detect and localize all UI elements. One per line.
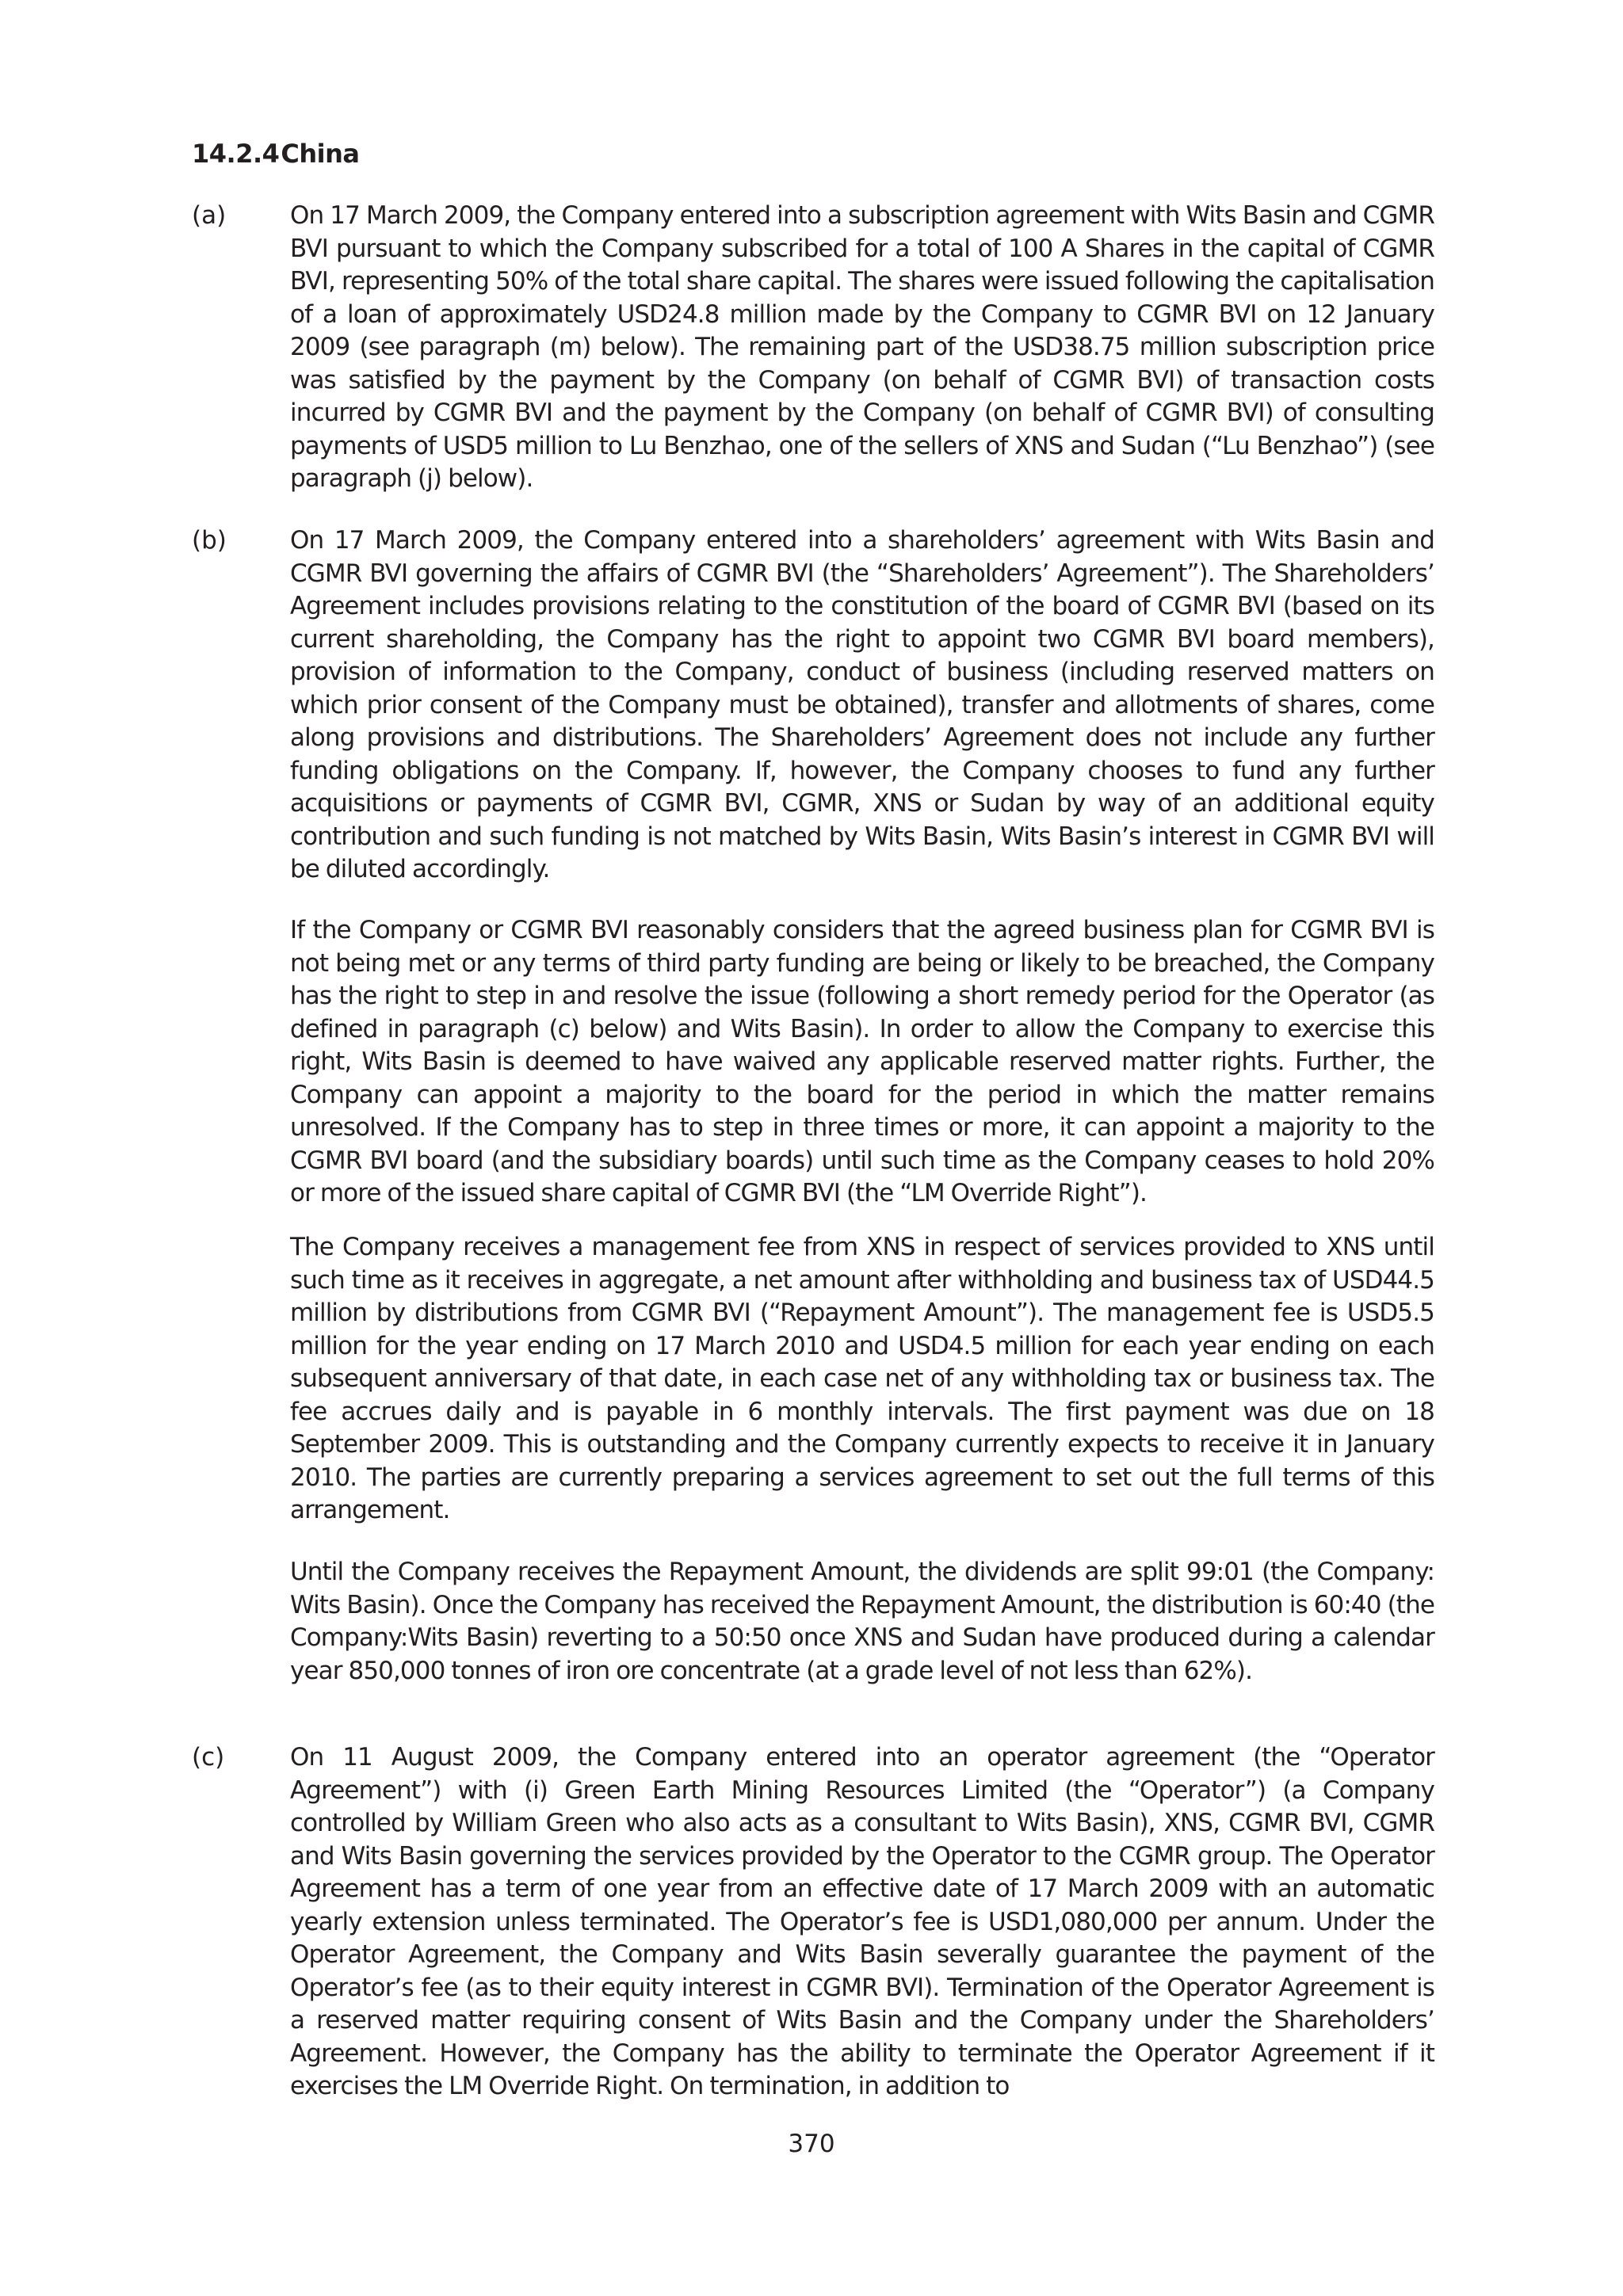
clause-paragraph: On 11 August 2009, the Company entered into an operator agreement (the “Operator Agreement”) with (i) Green Earth Mining Resources Limited (the “Operator”) (a Company controlled by William Green who also acts as a consultant to Wits Basin), XNS, CGMR BVI, CGMR and Wits Basin governing the services provided by the Operator to the CGMR group. The Operator Agreement has a term of one year from an effective date of 17 March 2009 with an automatic yearly extension unless terminated. The Operator’s fee is USD1,080,000 per annum. Under the Operator Agreement, the Company and Wits Basin severally guarantee the payment of the Operator’s fee (as to their equity interest in CGMR BVI). Termination of the Operator Agreement is a reserved matter requiring consent of Wits Basin and the Company under the Shareholders’ Agreement. However, the Company has the ability to terminate the Operator Agreement if it exercises the LM Override Right. On termination, in addition to bbox=[290, 1743, 1434, 2100]
clause-label: (c) bbox=[192, 1743, 225, 1772]
clause-paragraph: On 17 March 2009, the Company entered into a shareholders’ agreement with Wits Basin and CGMR BVI governing the affairs of CGMR BVI (the “Shareholders’ Agreement”). The Shareholders’ Agreement includes provisions relating to the constitution of the board of CGMR BVI (based on its current shareholding, the Company has the right to appoint two CGMR BVI board members), provision of information to the Company, conduct of business (including reserved matters on which prior consent of the Company must be obtained), transfer and allotments of shares, come along provisions and distributions. The Shareholders’ Agreement does not include any further funding obligations on the Company. If, however, the Company chooses to fund any further acquisitions or payments of CGMR BVI, CGMR, XNS or Sudan by way of an additional equity contribution and such funding is not matched by Wits Basin, Wits Basin’s interest in CGMR BVI will be diluted accordingly. bbox=[290, 526, 1434, 883]
clause-b-paragraph-2: If the Company or CGMR BVI reasonably considers that the agreed business plan for CGMR BVI is not being met or any terms of third party funding are being or likely to be breached, the Company has the right to step in and resolve the issue (following a short remedy period for the Operator (as defined in paragraph (c) below) and Wits Basin). In order to allow the Company to exercise this right, Wits Basin is deemed to have waived any applicable reserved matter rights. Further, the Company can appoint a majority to the board for the period in which the matter remains unresolved. If the Company has to step in three times or more, it can appoint a majority to the CGMR BVI board (and the subsidiary boards) until such time as the Company ceases to hold 20% or more of the issued share capital of CGMR BVI (the “LM Override Right”). bbox=[290, 916, 1434, 1207]
clause-b-paragraph-4: Until the Company receives the Repayment Amount, the dividends are split 99:01 (the Company: Wits Basin). Once the Company has received the Repayment Amount, the distribution is 60:40 (the Company:Wits Basin) reverting to a 50:50 once XNS and Sudan have produced during a calendar year 850,000 tonnes of iron ore concentrate (at a grade level of not less than 62%). bbox=[290, 1558, 1434, 1685]
clause-b-paragraph-3: The Company receives a management fee from XNS in respect of services provided to XNS until such time as it receives in aggregate, a net amount after withholding and business tax of USD44.5 million by distributions from CGMR BVI (“Repayment Amount”). The management fee is USD5.5 million for the year ending on 17 March 2010 and USD4.5 million for each year ending on each subsequent anniversary of that date, in each case net of any withholding tax or business tax. The fee accrues daily and is payable in 6 monthly intervals. The first payment was due on 18 September 2009. This is outstanding and the Company currently expects to receive it in January 2010. The parties are currently preparing a services agreement to set out the full terms of this arrangement. bbox=[290, 1233, 1434, 1524]
clause-label: (a) bbox=[192, 201, 227, 230]
clause-paragraph: On 17 March 2009, the Company entered into a subscription agreement with Wits Basin and CGMR BVI pursuant to which the Company subscribed for a total of 100 A Shares in the capital of CGMR BVI, representing 50% of the total share capital. The shares were issued following the capitalisation of a loan of approximately USD24.8 million made by the Company to CGMR BVI on 12 January 2009 (see paragraph (m) below). The remaining part of the USD38.75 million subscription price was satisfied by the payment by the Company (on behalf of CGMR BVI) of transaction costs incurred by CGMR BVI and the payment by the Company (on behalf of CGMR BVI) of consulting payments of USD5 million to Lu Benzhao, one of the sellers of XNS and Sudan (“Lu Benzhao”) (see paragraph (j) below). bbox=[290, 201, 1434, 493]
section-number: 14.2.4 bbox=[192, 139, 280, 169]
section-title: China bbox=[281, 139, 360, 169]
section-heading bbox=[192, 138, 359, 170]
clause-label: (b) bbox=[192, 526, 227, 555]
page-number: 370 bbox=[788, 2130, 835, 2158]
